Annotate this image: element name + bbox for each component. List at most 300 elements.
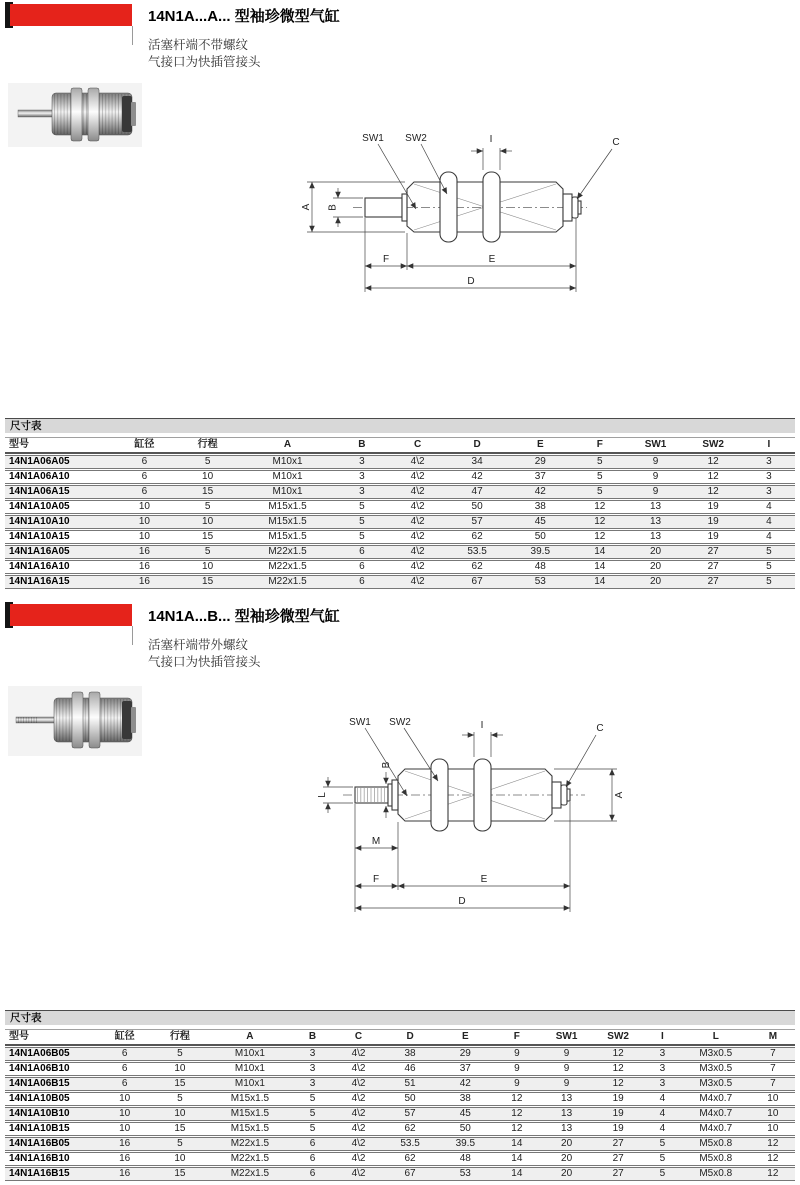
value-cell: M10x1	[241, 455, 334, 469]
value-cell: 27	[592, 1137, 644, 1151]
value-cell: 12	[751, 1137, 795, 1151]
table-row	[5, 1107, 795, 1121]
value-cell: 3	[334, 455, 390, 469]
value-cell: 9	[493, 1047, 541, 1061]
dim-label-e: E	[488, 254, 496, 265]
column-header: D	[382, 1029, 437, 1046]
value-cell: 5	[150, 1092, 209, 1106]
table-row	[5, 1137, 795, 1151]
value-cell: 14	[493, 1167, 541, 1181]
section-a-title: 14N1A...A... 型袖珍微型气缸	[148, 8, 340, 25]
value-cell: 12	[751, 1167, 795, 1181]
value-cell: 3	[743, 470, 795, 484]
value-cell: 62	[382, 1152, 437, 1166]
value-cell: 4	[644, 1092, 681, 1106]
table-row	[5, 1062, 795, 1076]
dim-label-i: I	[480, 720, 484, 731]
dim-label-b: B	[381, 761, 392, 769]
value-cell: 4\2	[390, 515, 446, 529]
banner-accent-red-b	[10, 604, 132, 626]
model-cell: 14N1A10A15	[5, 530, 115, 544]
column-header: D	[446, 437, 509, 454]
table-row	[5, 530, 795, 544]
value-cell: 4\2	[335, 1152, 383, 1166]
dim-label-sw1: SW1	[349, 717, 371, 728]
value-cell: M10x1	[241, 485, 334, 499]
value-cell: 9	[541, 1062, 593, 1076]
value-cell: 19	[592, 1092, 644, 1106]
value-cell: 10	[751, 1092, 795, 1106]
value-cell: 16	[115, 560, 174, 574]
model-cell: 14N1A10B05	[5, 1092, 99, 1106]
dim-label-sw2: SW2	[405, 133, 427, 144]
dimension-table-b	[5, 1010, 795, 1182]
value-cell: 53	[438, 1167, 493, 1181]
table-row	[5, 1122, 795, 1136]
table-row	[5, 500, 795, 514]
value-cell: 4\2	[335, 1137, 383, 1151]
value-cell: 27	[592, 1167, 644, 1181]
column-header: C	[390, 437, 446, 454]
value-cell: 29	[438, 1047, 493, 1061]
value-cell: 6	[334, 575, 390, 589]
model-cell: 14N1A10B10	[5, 1107, 99, 1121]
value-cell: 5	[334, 530, 390, 544]
value-cell: 16	[115, 575, 174, 589]
value-cell: 34	[446, 455, 509, 469]
value-cell: 14	[493, 1137, 541, 1151]
value-cell: 5	[150, 1137, 209, 1151]
column-header: SW2	[683, 437, 742, 454]
value-cell: 19	[683, 530, 742, 544]
value-cell: 10	[150, 1107, 209, 1121]
value-cell: 7	[751, 1077, 795, 1091]
column-header: L	[681, 1029, 751, 1046]
value-cell: 5	[290, 1092, 334, 1106]
value-cell: 13	[541, 1107, 593, 1121]
value-cell: 38	[438, 1092, 493, 1106]
value-cell: 13	[628, 500, 684, 514]
column-header: I	[644, 1029, 681, 1046]
value-cell: 5	[174, 455, 241, 469]
value-cell: 13	[541, 1122, 593, 1136]
value-cell: 12	[592, 1047, 644, 1061]
value-cell: 42	[438, 1077, 493, 1091]
value-cell: M10x1	[209, 1047, 290, 1061]
value-cell: 38	[382, 1047, 437, 1061]
table-a	[5, 436, 795, 590]
value-cell: 3	[334, 485, 390, 499]
value-cell: 4\2	[390, 485, 446, 499]
value-cell: 10	[751, 1107, 795, 1121]
value-cell: 9	[493, 1077, 541, 1091]
product-photo-a	[8, 83, 142, 152]
value-cell: 12	[493, 1107, 541, 1121]
value-cell: 16	[115, 545, 174, 559]
value-cell: 12	[592, 1062, 644, 1076]
table-b-caption: 尺寸表	[5, 1010, 795, 1025]
dim-label-e: E	[480, 874, 488, 885]
value-cell: 4\2	[335, 1047, 383, 1061]
dim-label-f: F	[382, 254, 390, 265]
value-cell: 3	[644, 1047, 681, 1061]
value-cell: 3	[290, 1077, 334, 1091]
value-cell: 6	[334, 560, 390, 574]
value-cell: 37	[438, 1062, 493, 1076]
value-cell: M10x1	[241, 470, 334, 484]
value-cell: 12	[683, 455, 742, 469]
column-header: 型号	[5, 1029, 99, 1046]
value-cell: 9	[628, 455, 684, 469]
value-cell: 53.5	[446, 545, 509, 559]
value-cell: 50	[438, 1122, 493, 1136]
value-cell: 5	[743, 545, 795, 559]
value-cell: 50	[446, 500, 509, 514]
value-cell: 4\2	[335, 1107, 383, 1121]
value-cell: 19	[683, 500, 742, 514]
dim-label-sw1: SW1	[362, 133, 384, 144]
value-cell: 29	[509, 455, 572, 469]
value-cell: 15	[150, 1122, 209, 1136]
value-cell: 10	[115, 500, 174, 514]
table-row	[5, 470, 795, 484]
value-cell: 6	[99, 1077, 151, 1091]
value-cell: M22x1.5	[209, 1152, 290, 1166]
value-cell: 5	[743, 560, 795, 574]
value-cell: 4\2	[335, 1092, 383, 1106]
value-cell: 12	[683, 470, 742, 484]
value-cell: 20	[628, 560, 684, 574]
column-header: SW2	[592, 1029, 644, 1046]
value-cell: 12	[572, 515, 628, 529]
value-cell: M15x1.5	[209, 1092, 290, 1106]
value-cell: 14	[493, 1152, 541, 1166]
value-cell: 39.5	[509, 545, 572, 559]
dim-label-f: F	[372, 874, 380, 885]
value-cell: 5	[290, 1107, 334, 1121]
value-cell: M5x0.8	[681, 1137, 751, 1151]
model-cell: 14N1A06A15	[5, 485, 115, 499]
value-cell: M5x0.8	[681, 1167, 751, 1181]
value-cell: 6	[115, 470, 174, 484]
value-cell: M15x1.5	[241, 515, 334, 529]
value-cell: M22x1.5	[209, 1167, 290, 1181]
table-row	[5, 1047, 795, 1061]
value-cell: 15	[150, 1077, 209, 1091]
column-header: C	[335, 1029, 383, 1046]
value-cell: 9	[628, 485, 684, 499]
value-cell: 5	[572, 455, 628, 469]
value-cell: 16	[99, 1152, 151, 1166]
value-cell: 57	[382, 1107, 437, 1121]
table-row	[5, 545, 795, 559]
column-header: SW1	[628, 437, 684, 454]
value-cell: 20	[541, 1167, 593, 1181]
value-cell: 4\2	[390, 545, 446, 559]
value-cell: 3	[743, 485, 795, 499]
table-b	[5, 1028, 795, 1182]
value-cell: 6	[99, 1047, 151, 1061]
value-cell: 5	[174, 500, 241, 514]
value-cell: 9	[493, 1062, 541, 1076]
model-cell: 14N1A10A05	[5, 500, 115, 514]
value-cell: M4x0.7	[681, 1107, 751, 1121]
value-cell: 15	[150, 1167, 209, 1181]
table-row	[5, 1152, 795, 1166]
value-cell: 4\2	[390, 560, 446, 574]
table-a-caption: 尺寸表	[5, 418, 795, 433]
value-cell: 27	[683, 560, 742, 574]
value-cell: M22x1.5	[209, 1137, 290, 1151]
value-cell: M10x1	[209, 1062, 290, 1076]
dim-label-c: C	[596, 723, 604, 734]
value-cell: 4\2	[335, 1062, 383, 1076]
value-cell: 5	[644, 1137, 681, 1151]
column-header: SW1	[541, 1029, 593, 1046]
value-cell: 27	[592, 1152, 644, 1166]
value-cell: 12	[683, 485, 742, 499]
column-header: F	[493, 1029, 541, 1046]
value-cell: 42	[446, 470, 509, 484]
value-cell: 5	[644, 1167, 681, 1181]
value-cell: 5	[572, 470, 628, 484]
banner-divider-b	[132, 626, 133, 645]
column-header: M	[751, 1029, 795, 1046]
value-cell: 5	[334, 500, 390, 514]
value-cell: 9	[628, 470, 684, 484]
value-cell: 5	[334, 515, 390, 529]
value-cell: 4	[644, 1107, 681, 1121]
value-cell: 20	[628, 545, 684, 559]
value-cell: M22x1.5	[241, 575, 334, 589]
value-cell: 15	[174, 485, 241, 499]
value-cell: 7	[751, 1062, 795, 1076]
banner-divider-a	[132, 26, 133, 45]
value-cell: 53	[509, 575, 572, 589]
value-cell: 19	[592, 1122, 644, 1136]
value-cell: 10	[115, 530, 174, 544]
value-cell: 10	[115, 515, 174, 529]
product-photo-b	[8, 686, 142, 761]
value-cell: 14	[572, 545, 628, 559]
value-cell: 12	[493, 1122, 541, 1136]
model-cell: 14N1A16A05	[5, 545, 115, 559]
value-cell: 10	[751, 1122, 795, 1136]
value-cell: 4\2	[390, 500, 446, 514]
value-cell: 4\2	[390, 455, 446, 469]
column-header: B	[334, 437, 390, 454]
value-cell: 12	[572, 500, 628, 514]
table-row	[5, 1077, 795, 1091]
value-cell: 10	[174, 515, 241, 529]
value-cell: 13	[628, 530, 684, 544]
section-a-desc-2: 气接口为快插管接头	[148, 55, 261, 69]
table-row	[5, 560, 795, 574]
value-cell: 4\2	[335, 1167, 383, 1181]
value-cell: 5	[743, 575, 795, 589]
value-cell: 15	[174, 575, 241, 589]
value-cell: M3x0.5	[681, 1062, 751, 1076]
model-cell: 14N1A16A10	[5, 560, 115, 574]
value-cell: 6	[99, 1062, 151, 1076]
value-cell: 48	[509, 560, 572, 574]
table-row	[5, 575, 795, 589]
value-cell: 45	[438, 1107, 493, 1121]
value-cell: 50	[382, 1092, 437, 1106]
value-cell: 3	[290, 1062, 334, 1076]
column-header: F	[572, 437, 628, 454]
value-cell: 6	[290, 1137, 334, 1151]
value-cell: 3	[644, 1062, 681, 1076]
value-cell: 51	[382, 1077, 437, 1091]
table-b-header-row	[5, 1029, 795, 1046]
column-header: 缸径	[115, 437, 174, 454]
value-cell: 10	[99, 1107, 151, 1121]
value-cell: 67	[382, 1167, 437, 1181]
value-cell: 12	[592, 1077, 644, 1091]
value-cell: 5	[290, 1122, 334, 1136]
value-cell: 16	[99, 1167, 151, 1181]
value-cell: 10	[150, 1152, 209, 1166]
model-cell: 14N1A16A15	[5, 575, 115, 589]
value-cell: 3	[644, 1077, 681, 1091]
value-cell: 13	[628, 515, 684, 529]
dim-label-d: D	[467, 276, 475, 287]
column-header: 行程	[174, 437, 241, 454]
column-header: 缸径	[99, 1029, 151, 1046]
value-cell: M4x0.7	[681, 1122, 751, 1136]
value-cell: 9	[541, 1077, 593, 1091]
value-cell: 4\2	[390, 530, 446, 544]
value-cell: 62	[446, 530, 509, 544]
column-header: E	[438, 1029, 493, 1046]
value-cell: 39.5	[438, 1137, 493, 1151]
value-cell: 4	[743, 500, 795, 514]
value-cell: 50	[509, 530, 572, 544]
model-cell: 14N1A06B10	[5, 1062, 99, 1076]
value-cell: 42	[509, 485, 572, 499]
column-header: B	[290, 1029, 334, 1046]
value-cell: 6	[334, 545, 390, 559]
column-header: I	[743, 437, 795, 454]
column-header: 型号	[5, 437, 115, 454]
value-cell: 3	[334, 470, 390, 484]
column-header: E	[509, 437, 572, 454]
value-cell: 53.5	[382, 1137, 437, 1151]
value-cell: 62	[446, 560, 509, 574]
model-cell: 14N1A10A10	[5, 515, 115, 529]
value-cell: 4	[644, 1122, 681, 1136]
value-cell: 15	[174, 530, 241, 544]
value-cell: M10x1	[209, 1077, 290, 1091]
value-cell: 6	[290, 1167, 334, 1181]
value-cell: 6	[115, 485, 174, 499]
section-a-desc-1: 活塞杆端不带螺纹	[148, 38, 249, 52]
value-cell: 5	[150, 1047, 209, 1061]
section-b-title: 14N1A...B... 型袖珍微型气缸	[148, 608, 340, 625]
technical-drawing-b	[285, 702, 625, 922]
section-b-desc-1: 活塞杆端带外螺纹	[148, 638, 249, 652]
column-header: A	[209, 1029, 290, 1046]
dim-label-a: A	[301, 203, 312, 211]
value-cell: M3x0.5	[681, 1047, 751, 1061]
dimension-table-a	[5, 418, 795, 590]
value-cell: 3	[290, 1047, 334, 1061]
value-cell: 5	[572, 485, 628, 499]
table-row	[5, 1167, 795, 1181]
value-cell: 19	[592, 1107, 644, 1121]
table-row	[5, 485, 795, 499]
value-cell: 4\2	[335, 1122, 383, 1136]
value-cell: 5	[644, 1152, 681, 1166]
value-cell: 16	[99, 1137, 151, 1151]
section-b-desc-2: 气接口为快插管接头	[148, 655, 261, 669]
value-cell: 27	[683, 545, 742, 559]
technical-drawing-a	[285, 122, 625, 312]
value-cell: M3x0.5	[681, 1077, 751, 1091]
value-cell: M22x1.5	[241, 545, 334, 559]
value-cell: M4x0.7	[681, 1092, 751, 1106]
value-cell: 37	[509, 470, 572, 484]
dim-label-m: M	[371, 836, 381, 847]
value-cell: 9	[541, 1047, 593, 1061]
value-cell: 12	[493, 1092, 541, 1106]
table-row	[5, 455, 795, 469]
value-cell: 4	[743, 530, 795, 544]
dim-label-i: I	[489, 134, 493, 145]
value-cell: M22x1.5	[241, 560, 334, 574]
model-cell: 14N1A06A10	[5, 470, 115, 484]
value-cell: 3	[743, 455, 795, 469]
value-cell: M15x1.5	[241, 500, 334, 514]
value-cell: 13	[541, 1092, 593, 1106]
value-cell: 4\2	[335, 1077, 383, 1091]
model-cell: 14N1A06A05	[5, 455, 115, 469]
value-cell: 6	[290, 1152, 334, 1166]
dim-label-b: B	[327, 204, 339, 211]
value-cell: M5x0.8	[681, 1152, 751, 1166]
value-cell: 20	[541, 1152, 593, 1166]
value-cell: 10	[99, 1122, 151, 1136]
value-cell: 48	[438, 1152, 493, 1166]
value-cell: 10	[99, 1092, 151, 1106]
value-cell: 38	[509, 500, 572, 514]
value-cell: 14	[572, 575, 628, 589]
value-cell: 4\2	[390, 470, 446, 484]
value-cell: 20	[541, 1137, 593, 1151]
value-cell: 57	[446, 515, 509, 529]
value-cell: 67	[446, 575, 509, 589]
dim-label-a: A	[614, 791, 625, 799]
model-cell: 14N1A16B05	[5, 1137, 99, 1151]
model-cell: 14N1A16B10	[5, 1152, 99, 1166]
value-cell: M15x1.5	[209, 1122, 290, 1136]
column-header: A	[241, 437, 334, 454]
column-header: 行程	[150, 1029, 209, 1046]
value-cell: 45	[509, 515, 572, 529]
value-cell: 10	[174, 470, 241, 484]
value-cell: 12	[751, 1152, 795, 1166]
value-cell: 7	[751, 1047, 795, 1061]
banner-accent-red-a	[10, 4, 132, 26]
table-a-header-row	[5, 437, 795, 454]
model-cell: 14N1A16B15	[5, 1167, 99, 1181]
model-cell: 14N1A06B15	[5, 1077, 99, 1091]
value-cell: 20	[628, 575, 684, 589]
value-cell: 62	[382, 1122, 437, 1136]
value-cell: 12	[572, 530, 628, 544]
value-cell: 4	[743, 515, 795, 529]
